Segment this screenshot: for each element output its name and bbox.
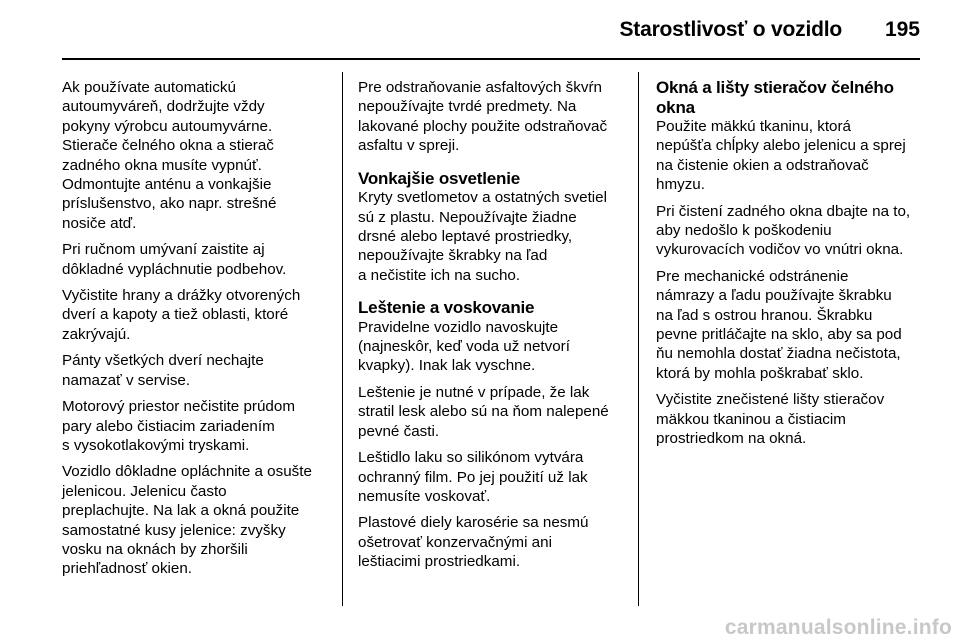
paragraph: Pánty všetkých dverí nechajte namazať v servise. [62,352,264,389]
column-divider [342,72,343,606]
paragraph: Leštidlo laku so silikónom vytvára ochranný film. Po jej použití už lak nemusíte voskovať. [358,449,588,505]
header-rule [62,58,920,60]
paragraph: Pri čistení zadného okna dbajte na to, aby nedošlo k poškodeniu vykurovacích vodičov vo vnútri okna. [656,202,911,259]
page-title: Starostlivosť o vozidlo [619,18,842,41]
paragraph: Vyčistite znečistené lišty stieračov mäkkou tkaninou a čistiacim prostriedkom na okná. [656,391,885,448]
text-column-1 [62,78,330,586]
page-header [62,14,920,52]
paragraph: Pravidelne vozidlo navoskujte (najneskôr, keď voda už netvorí kvapky). Inak lak vyschne. [358,318,570,375]
paragraph: Pre odstraňovanie asfaltových škvŕn nepoužívajte tvrdé predmety. Na lakované plochy použite odstraňovač asfaltu v spreji. [358,79,608,155]
page-number: 195 [884,18,920,41]
paragraph: Použite mäkkú tkaninu, ktorá nepúšťa chĺpky alebo jelenicu a sprej na čistenie okien a odstraňovač hmyzu. [656,118,906,194]
paragraph: Pre mechanické odstránenie námrazy a ľadu používajte škrabku na ľad s ostrou hranou. Škrabku pevne pritláčajte na sklo, aby sa pod ňu nemohla dostať žiadna nečistota, ktorá by mohla poškrabať sklo. [656,267,902,382]
paragraph: Vyčistite hrany a drážky otvorených dverí a kapoty a tiež oblasti, ktoré zakrývajú. [62,287,301,343]
text-column-2 [358,78,628,579]
paragraph: Kryty svetlometov a ostatných svetiel sú z plastu. Nepoužívajte žiadne drsné alebo leptavé prostriedky, nepoužívajte škrabky na ľad a nečistite ich na sucho. [358,189,608,284]
paragraph: Motorový priestor nečistite prúdom pary alebo čistiacim zariadením s vysokotlakovými tryskami. [62,398,295,454]
section-heading: Okná a lišty stieračov čelného okna [656,78,894,117]
text-column-3 [656,78,924,456]
section-heading: Vonkajšie osvetlenie [358,168,520,188]
column-divider [638,72,639,606]
paragraph: Pri ručnom umývaní zaistite aj dôkladné vypláchnutie podbehov. [62,241,287,278]
paragraph: Plastové diely karosérie sa nesmú ošetrovať konzervačnými ani leštiacimi prostriedkami. [358,514,589,571]
paragraph: Vozidlo dôkladne opláchnite a osušte jelenicou. Jelenicu často preplachujte. Na lak a okná použite samostatné kusy jelenice: zvyšky vosku na oknách by zhoršili priehľadnosť okien. [62,463,312,578]
paragraph: Leštenie je nutné v prípade, že lak stratil lesk alebo sú na ňom nalepené pevné časti. [358,383,609,440]
section-heading: Leštenie a voskovanie [358,298,535,318]
paragraph: Ak používate automatickú autoumyváreň, dodržujte vždy pokyny výrobcu autoumyvárne. Stierače čelného okna a stierač zadného okna musíte vypnúť. Odmontujte anténu a vonkajšie príslušenstvo, ako napr. strešné nosiče atď. [62,79,277,232]
watermark: carmanualsonline.info [724,616,952,639]
